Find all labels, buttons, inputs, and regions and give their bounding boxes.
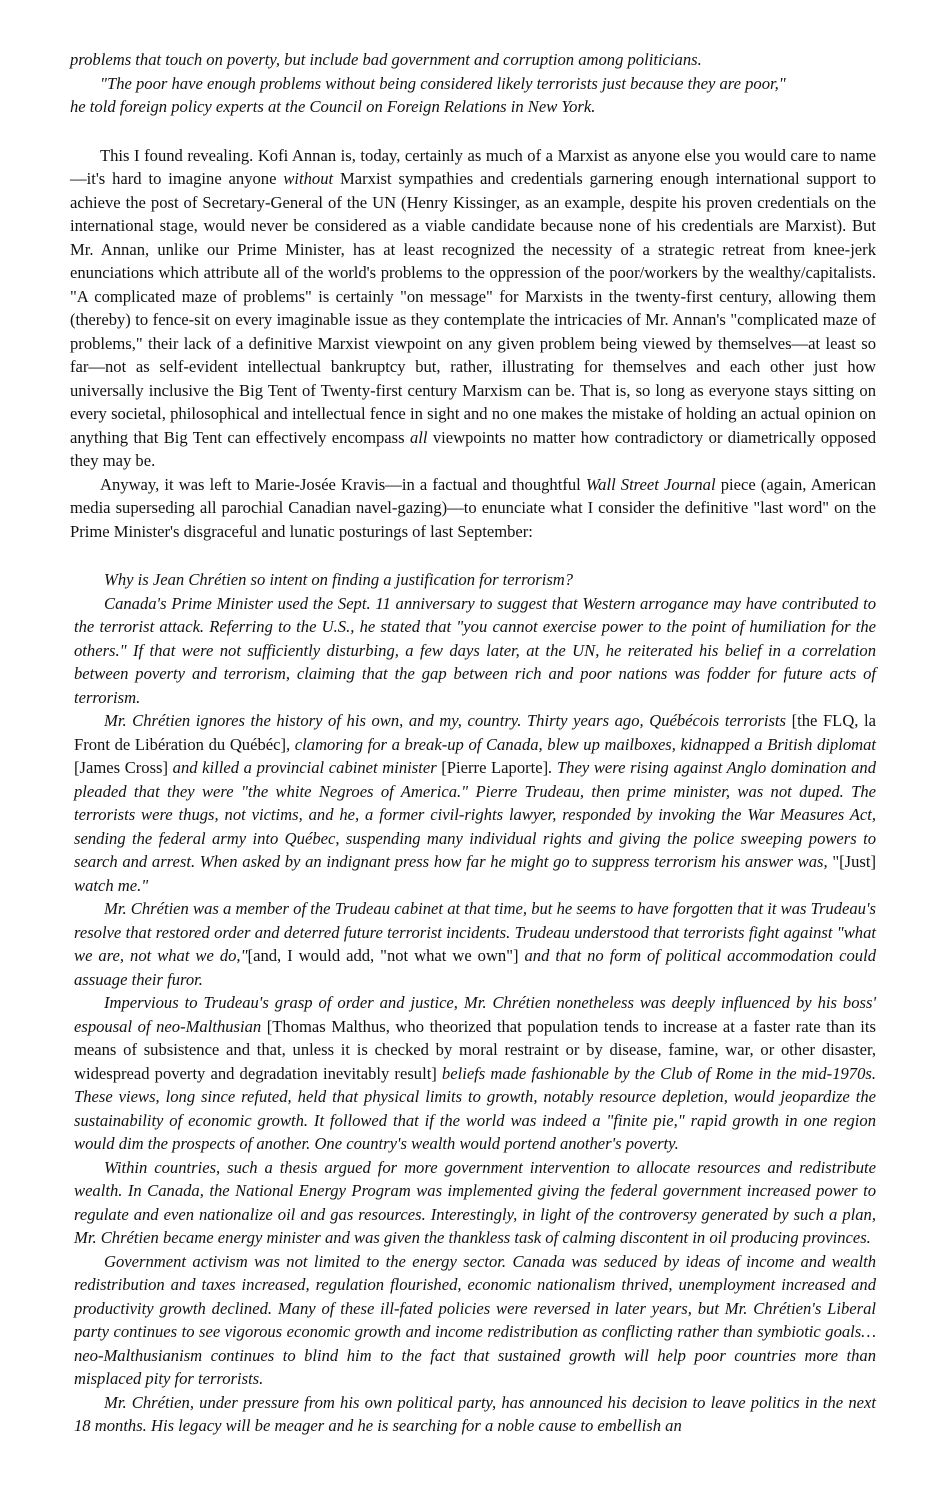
body-paragraph-2: Anyway, it was left to Marie-Josée Kravis—in a factual and thoughtful Wall Street Journal piece (again, American media superseding all parochial Canadian navel-gazing)—to enunciate what I consider the definitive "last word" on the Prime Minister's disgraceful and lunatic posturings of last September: — [70, 474, 877, 541]
intro-quote-line-3: he told foreign policy experts at the Council on Foreign Relations in New York. — [70, 97, 596, 116]
body-paragraph-1: This I found revealing. Kofi Annan is, today, certainly as much of a Marxist as anyone else you would care to name—it's hard to imagine anyone without Marxist sympathies and credentials garnering enough international support to achieve the post of Secretary-General of the UN (Henry Kissinger, as an example, despite his proven credentials on the international stage, would never be considered as a viable candidate because none of his credentials are Marxist). But Mr. Annan, unlike our Prime Minister, has at least recognized the necessity of a strategic retreat from knee-jerk enunciations which attribute all of the world's problems to the oppression of the poor/workers by the wealthy/capitalists. "A complicated maze of problems" is certainly "on message" for Marxists in the twenty-first century, allowing them (thereby) to fence-sit on every imaginable issue as they contemplate the intricacies of Mr. Annan's "complicated maze of problems," their lack of a definitive Marxist viewpoint on any given problem being viewed by themselves—at least so far—not as self-evident intellectual bankruptcy but, rather, illustrating for themselves and each other just how universally inclusive the Big Tent of Twenty-first century Marxism can be. That is, so long as everyone stays sitting on every societal, philosophical and intellectual fence in sight and no one makes the mistake of holding an actual opinion on anything that Big Tent can effectively encompass all viewpoints no matter how contradictory or diametrically opposed they may be. — [70, 145, 876, 470]
block-quote — [70, 568, 876, 1438]
block-quote-paragraph-2: Canada's Prime Minister used the Sept. 11 anniversary to suggest that Western arrogance may have contributed to the terrorist attack. Referring to the U.S., he stated that "you cannot exercise power to the point of humiliation for the others." If that were not sufficiently disturbing, a few days later, at the UN, he reiterated his belief in a correlation between poverty and terrorism, claiming that the gap between rich and poor nations was fodder for future acts of terrorism. — [74, 593, 876, 707]
intro-quote — [70, 48, 876, 119]
block-quote-paragraph-3: Mr. Chrétien ignores the history of his own, and my, country. Thirty years ago, Québécois terrorists [the FLQ, la Front de Libération du Québéc], clamoring for a break-up of Canada, blew up mailboxes, kidnapped a British diplomat [James Cross] and killed a provincial cabinet minister [Pierre Laporte]. They were rising against Anglo domination and pleaded that they were "the white Negroes of America." Pierre Trudeau, then prime minister, was not duped. The terrorists were thugs, not victims, and he, a former civil-rights lawyer, responded by invoking the War Measures Act, sending the federal army into Québec, suspending many individual rights and giving the police sweeping powers to search and arrest. When asked by an indignant press how far he might go to suppress terrorism his answer was, "[Just] watch me." — [74, 711, 877, 895]
block-quote-paragraph-5: Impervious to Trudeau's grasp of order and justice, Mr. Chrétien nonetheless was deeply influenced by his boss' espousal of neo-Malthusian [Thomas Malthus, who theorized that population tends to increase at a faster rate than its means of subsistence and that, unless it is checked by moral restraint or by disease, famine, war, or other disaster, widespread poverty and degradation inevitably result] beliefs made fashionable by the Club of Rome in the mid-1970s. These views, long since refuted, held that physical limits to growth, notably resource depletion, would jeopardize the sustainability of economic growth. It followed that if the world was indeed a "finite pie," rapid growth in one region would dim the prospects of another. One country's wealth would portend another's poverty. — [74, 993, 876, 1153]
block-quote-paragraph-8: Mr. Chrétien, under pressure from his own political party, has announced his decision to leave politics in the next 18 months. His legacy will be meager and he is searching for a noble cause to embellish an — [74, 1392, 876, 1435]
intro-quote-line-2: "The poor have enough problems without being considered likely terrorists just because they are poor," — [100, 73, 786, 93]
block-quote-paragraph-1: Why is Jean Chrétien so intent on finding a justification for terrorism? — [104, 570, 574, 589]
block-quote-paragraph-6: Within countries, such a thesis argued for more government intervention to allocate resources and redistribute wealth. In Canada, the National Energy Program was implemented giving the federal government increased power to regulate and even nationalize oil and gas resources. Interestingly, in light of the controversy generated by such a plan, Mr. Chrétien became energy minister and was given the thankless task of calming discontent in oil producing provinces. — [74, 1157, 876, 1247]
intro-quote-line-1: problems that touch on poverty, but include bad government and corruption among politicians. — [70, 50, 702, 69]
block-quote-paragraph-4: Mr. Chrétien was a member of the Trudeau cabinet at that time, but he seems to have forgotten that it was Trudeau's resolve that restored order and deterred future terrorist incidents. Trudeau understood that terrorists fight against "what we are, not what we do,"[and, I would add, "not what we own"] and that no form of political accommodation could assuage their furor. — [74, 899, 876, 989]
block-quote-paragraph-7: Government activism was not limited to the energy sector. Canada was seduced by ideas of income and wealth redistribution and taxes increased, regulation flourished, economic nationalism thrived, unemployment increased and productivity growth declined. Many of these ill-fated policies were reversed in later years, but Mr. Chrétien's Liberal party continues to see vigorous economic growth and income redistribution as conflicting rather than symbiotic goals…neo-Malthusianism continues to blind him to the fact that sustained growth will help poor countries more than misplaced pity for terrorists. — [74, 1251, 876, 1388]
document-page — [70, 48, 876, 1438]
